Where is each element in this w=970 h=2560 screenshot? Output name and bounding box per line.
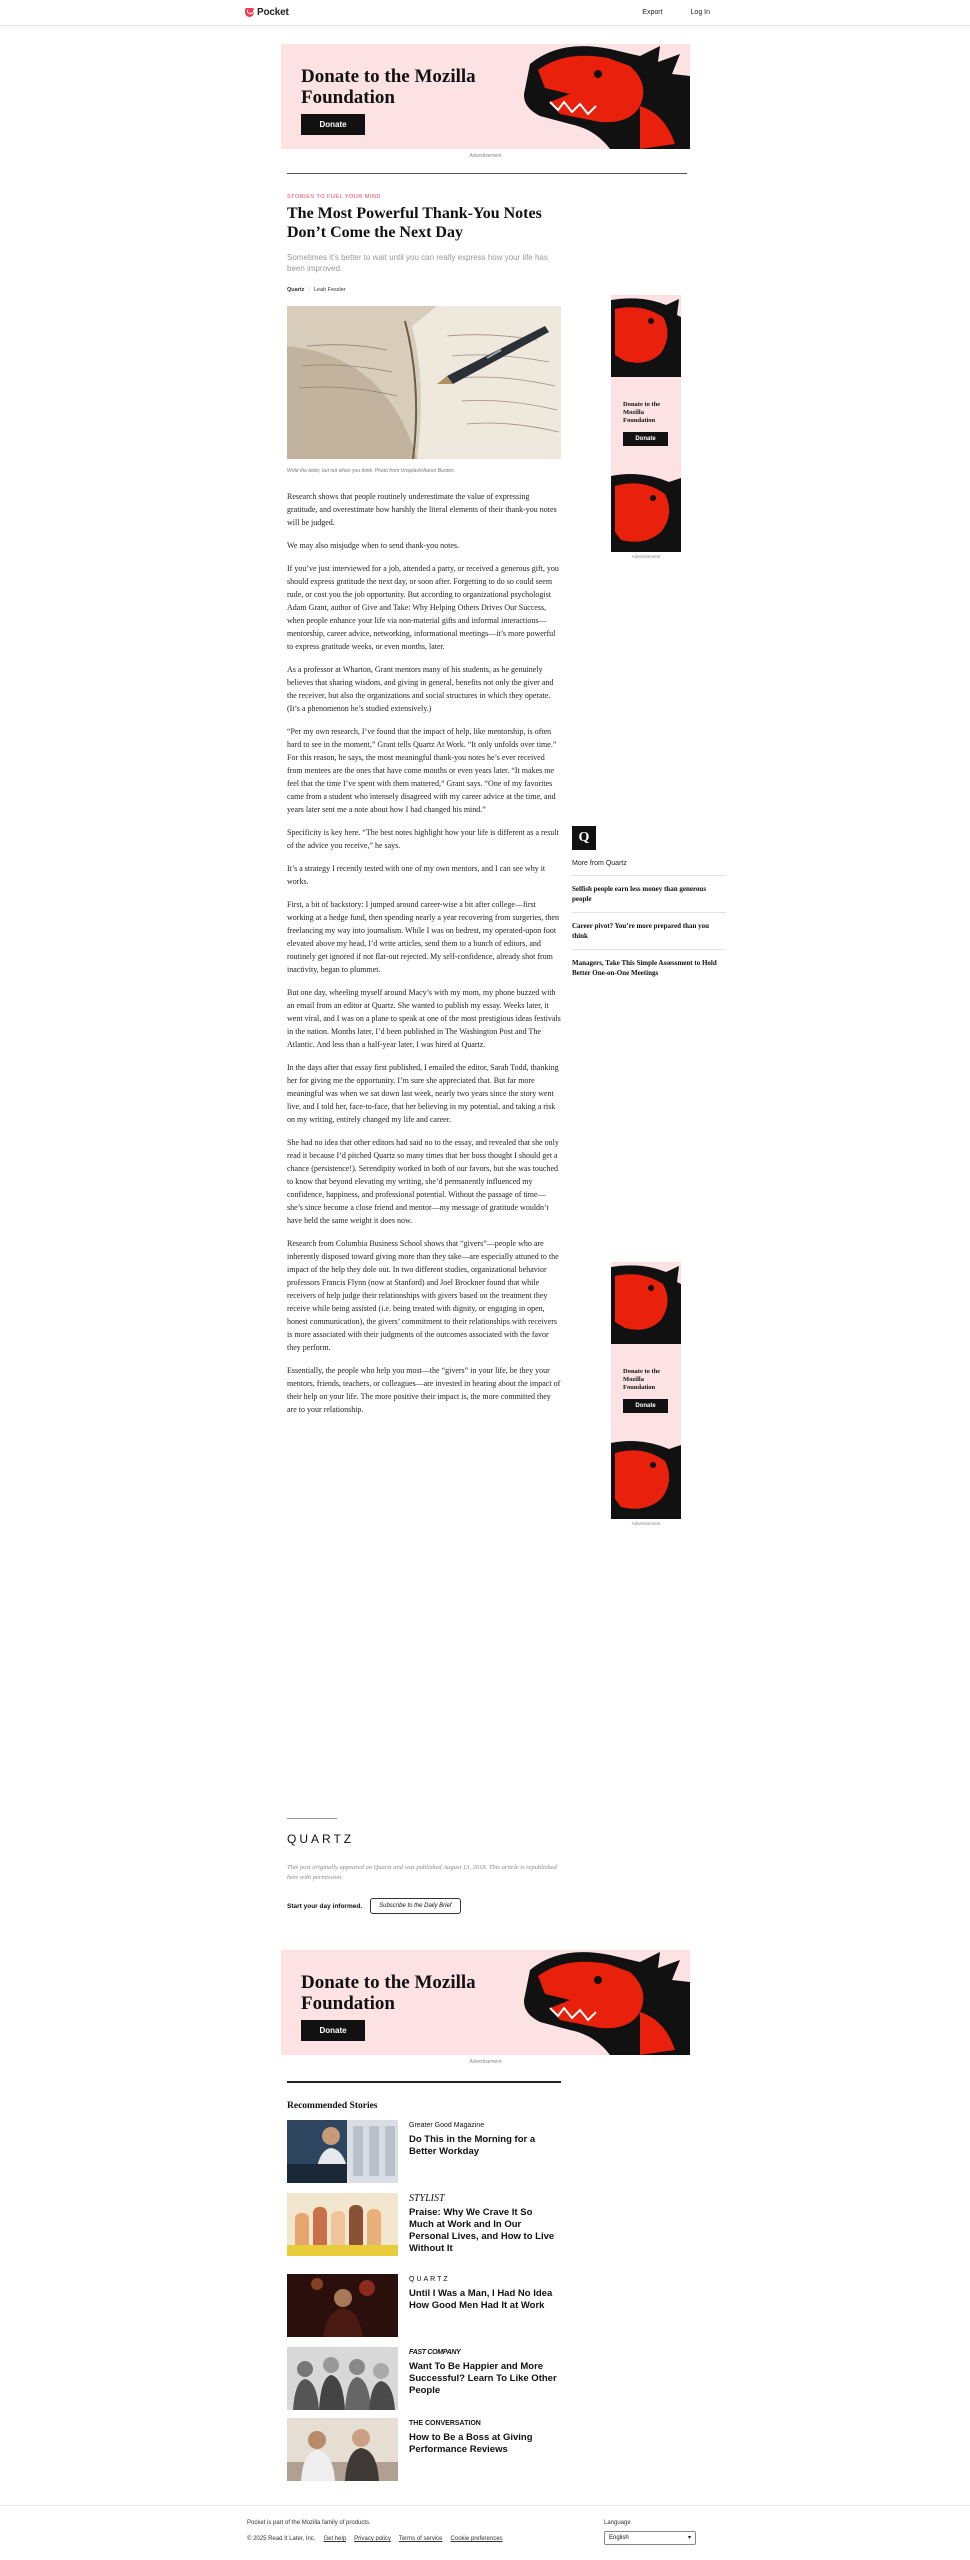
- ad-title: Donate to the Mozilla Foundation: [301, 1972, 476, 2014]
- donate-button[interactable]: Donate: [301, 2020, 365, 2041]
- help-link[interactable]: Get help: [323, 2536, 347, 2542]
- newsletter-signup: [287, 1898, 461, 1914]
- more-from-link[interactable]: Career pivot? You’re more prepared than you think: [572, 912, 726, 941]
- pocket-icon: [245, 8, 254, 17]
- footer-links: [247, 2536, 503, 2542]
- pocket-logo[interactable]: [245, 7, 289, 18]
- paragraph: Essentially, the people who help you most—the “givers” in your life, be they your mentors, friends, teachers, or colleagues—are invested in hearing about the impact of their help on your life. The more positive their impact is, the more committed they are to your relationship.: [287, 1366, 561, 1414]
- subscribe-button[interactable]: Subscribe to the Daily Brief: [370, 1898, 460, 1914]
- recommended-story[interactable]: [287, 2418, 561, 2481]
- ad-banner-top[interactable]: [281, 44, 690, 149]
- more-from-heading: More from Quartz: [572, 860, 627, 867]
- story-thumbnail[interactable]: [287, 2193, 398, 2256]
- more-from-panel: [572, 826, 726, 978]
- paragraph: It’s a strategy I recently tested with one of my own mentors, and I can see why it works.: [287, 864, 546, 886]
- language-label: Language: [604, 2520, 631, 2526]
- language-select[interactable]: [604, 2531, 696, 2545]
- side-ad-1[interactable]: [611, 295, 681, 552]
- recommended-story[interactable]: [287, 2193, 561, 2256]
- publisher-name[interactable]: Quartz: [287, 287, 305, 293]
- meeting-photo: [287, 2418, 398, 2481]
- story-publisher: STYLIST: [409, 2193, 445, 2204]
- story-title[interactable]: Do This in the Morning for a Better Workday: [409, 2134, 536, 2157]
- donate-button[interactable]: Donate: [623, 1399, 668, 1413]
- ad-title: Donate to the Mozilla Foundation: [623, 1368, 661, 1391]
- byline-separator: |: [308, 287, 310, 293]
- paragraph: If you’ve just interviewed for a job, attended a party, or received a generous gift, you should express gratitude the next day, or soon after. Forgetting to do so could seem rude, or cost you the job opportunity. But according to organizational psychologist Adam Grant, author of Give and Take: Why Helping Others Drives Our Success, when people enhance your life via non-material gifts and informal interactions—mentorship, career advice, networking, informational meetings—it’s more powerful to express gratitude weeks, or even months, later.: [287, 564, 559, 651]
- paragraph: As a professor at Wharton, Grant mentors many of his students, as he genuinely believes that sharing wisdom, and giving in general, benefits not only the giver and the receiver, but also the organizations and social structures in which they operate. (It’s a phenomenon he’s studied extensively.): [287, 665, 554, 713]
- site-footer: [0, 2505, 970, 2560]
- paragraph: First, a bit of backstory: I jumped around career-wise a bit after college—first working at a hedge fund, then spending nearly a year recovering from surgeries, then freelancing my way into journalism. While I was on bedrest, my operated-upon foot elevated above my head, I’d write articles, send them to a bunch of editors, and routinely get ignored if not flat-out rejected. My self-confidence, already shot from inactivity, began to plummet.: [287, 900, 559, 974]
- image-caption: Write the letter, but not when you think. Photo from Unsplash/Aaron Burden.: [287, 468, 456, 474]
- dinosaur-illustration: [611, 1437, 681, 1519]
- article-subtitle: Sometimes it’s better to wait until you can really express how your life has been improved.: [287, 253, 548, 273]
- privacy-link[interactable]: Privacy policy: [354, 2536, 391, 2542]
- paragraph: Research from Columbia Business School shows that “givers”—people who are inherently disposed toward giving more than they take—are especially attuned to the impact of the help they dole out. In two different studies, organizational behavior professors Francis Flynn (now at Stanford) and Joel Brockner found that while receivers of help judge their relationships with givers based on the treatment they receive while being assisted (i.e. being treated with dignity, or engaging in open, honest communication), the givers’ commitment to their relationships with receivers is more associated with their judgments of the outcomes associated with the favor they perform.: [287, 1239, 559, 1352]
- story-title[interactable]: Want To Be Happier and More Successful? Learn To Like Other People: [409, 2361, 557, 2396]
- newsletter-label: Start your day informed.: [287, 1902, 363, 1910]
- story-publisher: FAST COMPANY: [409, 2349, 461, 2356]
- recommended-story[interactable]: [287, 2120, 561, 2183]
- paragraph: She had no idea that other editors had said no to the essay, and revealed that she only read it because I’d pitched Quartz so many times that her boss thought I should get a chance (persistence!). Serendipity worked in both of our favors, but she was touched to know that beyond elevating my writing, she’d permanently influenced my confidence, happiness, and professional potential. Without the passage of time—she’s since become a close friend and mentor—my message of gratitude wouldn’t have held the same weight it does now.: [287, 1138, 559, 1225]
- recommended-story[interactable]: [287, 2347, 561, 2410]
- dinosaur-illustration: [490, 1950, 690, 2055]
- story-title[interactable]: How to Be a Boss at Giving Performance Reviews: [409, 2432, 533, 2455]
- notebook-pen-illustration: [287, 306, 561, 459]
- story-thumbnail[interactable]: [287, 2418, 398, 2481]
- ad-caption: Advertisement: [631, 554, 661, 559]
- paragraph: “Per my own research, I’ve found that the impact of help, like mentorship, is often hard to see in the moment,” Grant tells Quartz At Work. “It only unfolds over time.” For this reason, he says, the most meaningful thank-you notes he’s ever received from mentees are the ones that have come months or even years later. “It makes me feel that the time I’ve spent with them mattered,” Grant says. “One of my favorites came from a student who intensely disagreed with my career advice at the time, and years later sent me a note about how I had changed his mind.”: [287, 727, 557, 814]
- paragraph: We may also misjudge when to send thank-you notes.: [287, 541, 459, 550]
- origin-note: This post originally appeared on Quartz and was published August 13, 2018. This article is republished here with permission.: [287, 1864, 557, 1881]
- ad-caption: Advertisement: [469, 153, 502, 159]
- byline: [287, 287, 346, 293]
- article-body: [287, 490, 561, 1426]
- footer-tagline: Pocket is part of the Mozilla family of products.: [247, 2520, 371, 2526]
- source-logo[interactable]: QUARTZ: [287, 1832, 355, 1846]
- cookie-link[interactable]: Cookie preferences: [450, 2536, 503, 2542]
- dinosaur-illustration: [611, 295, 681, 377]
- hero-image: [287, 306, 561, 459]
- quartz-logo-icon[interactable]: Q: [572, 826, 596, 850]
- language-value: English: [609, 2535, 629, 2541]
- story-title[interactable]: Until I Was a Man, I Had No Idea How Good Men Had It at Work: [409, 2288, 553, 2311]
- group-photo: [287, 2347, 398, 2410]
- donate-button[interactable]: Donate: [623, 432, 668, 446]
- paragraph: Research shows that people routinely underestimate the value of expressing gratitude, and overestimate how harshly the literal elements of their thank-you notes will be judged.: [287, 492, 557, 527]
- ad-caption: Advertisement: [631, 1521, 661, 1526]
- divider: [287, 1818, 337, 1819]
- man-photo: [287, 2274, 398, 2337]
- recommended-heading: Recommended Stories: [287, 2101, 378, 2111]
- paragraph: But one day, wheeling myself around Macy’s with my mom, my phone buzzed with an email from an editor at Quartz. She wanted to publish my essay. Weeks later, it went viral, and I was on a plane to speak at one of the most prestigious ideas festivals in the nation. Months later, I’d been published in The Washington Post and The Atlantic. And less than a half-year later, I was hired at Quartz.: [287, 988, 561, 1049]
- article-eyebrow[interactable]: STORIES TO FUEL YOUR MIND: [287, 194, 381, 200]
- header-nav: [642, 9, 710, 16]
- divider: [287, 173, 687, 174]
- paragraph: In the days after that essay first published, I emailed the editor, Sarah Todd, thanking her for giving me the opportunity. I’m sure she appreciated that. But far more meaningful was when we sat down last week, nearly two years since the story went live, and I told her, face-to-face, that her believing in my potential, and taking a risk on my writing, entirely changed my life and career.: [287, 1063, 559, 1124]
- more-from-link[interactable]: Selfish people earn less money than generous people: [572, 875, 726, 904]
- copyright: © 2025 Read It Later, Inc.: [247, 2536, 316, 2542]
- story-title[interactable]: Praise: Why We Crave It So Much at Work and In Our Personal Lives, and How to Live Without It: [409, 2207, 555, 2254]
- dinosaur-illustration: [611, 470, 681, 552]
- chevron-down-icon: ▾: [687, 2535, 691, 2541]
- story-thumbnail[interactable]: [287, 2347, 398, 2410]
- recommended-story[interactable]: [287, 2274, 561, 2337]
- export-link[interactable]: Export: [642, 9, 663, 16]
- ad-caption: Advertisement: [469, 2059, 502, 2065]
- office-photo: [287, 2120, 398, 2183]
- dinosaur-illustration: [611, 1262, 681, 1344]
- side-ad-2[interactable]: [611, 1262, 681, 1519]
- ad-banner-bottom[interactable]: [281, 1950, 690, 2055]
- story-thumbnail[interactable]: [287, 2274, 398, 2337]
- story-publisher: THE CONVERSATION: [409, 2420, 481, 2427]
- site-header: [0, 0, 970, 26]
- donate-button[interactable]: Donate: [301, 114, 365, 135]
- ad-title: Donate to the Mozilla Foundation: [301, 66, 476, 108]
- dinosaur-illustration: [490, 44, 690, 149]
- hands-illustration: [287, 2193, 398, 2256]
- story-publisher: QUARTZ: [409, 2276, 450, 2283]
- author-name: Leah Fessler: [313, 287, 346, 293]
- paragraph: Specificity is key here. “The best notes highlight how your life is different as a result of the advice you receive,” he says.: [287, 828, 559, 850]
- article-title: The Most Powerful Thank-You Notes Don’t Come the Next Day: [287, 205, 542, 241]
- story-publisher: Greater Good Magazine: [409, 2122, 485, 2129]
- story-thumbnail[interactable]: [287, 2120, 398, 2183]
- divider: [287, 2081, 561, 2083]
- ad-title: Donate to the Mozilla Foundation: [623, 401, 661, 424]
- login-link[interactable]: Log In: [690, 9, 710, 16]
- more-from-link[interactable]: Managers, Take This Simple Assessment to Hold Better One-on-One Meetings: [572, 949, 726, 978]
- logo-text: Pocket: [257, 7, 289, 18]
- terms-link[interactable]: Terms of service: [398, 2536, 443, 2542]
